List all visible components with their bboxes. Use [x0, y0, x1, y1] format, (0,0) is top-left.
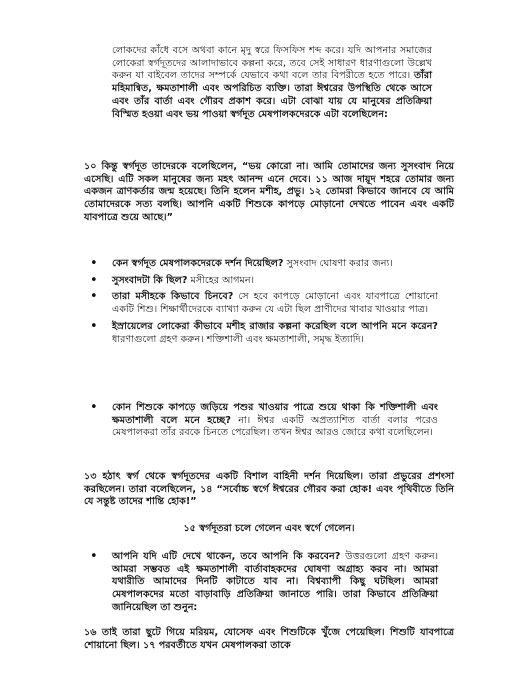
question-list-3: [86, 551, 438, 619]
question-list-1: [86, 258, 438, 350]
intro-text: লোকদের কাঁধে বসে অথবা কানে মৃদু স্বরে ফিসফিস শব্দ করে। যদি আপনার সমাজের লোকেরা স্বর্গদূতদের আলাদাভাবে কল্পনা করে, তবে সেই সাধারণ ধারণাগুলো উল্লেখ করুন যা বাইবেল তাদের সম্পর্কে যেভাবে কথা বলে তার বিপরীতে হতে পারে।: [112, 45, 432, 82]
list-item: • আপনি যদি এটি দেখে থাকেন, তবে আপনি কি করবেন? উত্তরগুলো গ্রহণ করুন। আমরা সম্ভবত এই ক্ষমতাশালী বার্তাবাহকদের ঘোষণা অগ্রাহ্য করব না। আমরা যথারীতি আমাদের দিনটি কাটাতে যাব না। বিশ্বব্যাপী কিছু ঘটছিল। আমরা মেষপালকদের মতো বাড়াবাড়ি প্রতিক্রিয়া জানাতে পারি। তারা কিভাবে প্রতিক্রিয়া জানিয়েছিল তা শুনুন:: [86, 551, 438, 615]
scripture-luke-2-13-14: ১৩ হঠাৎ স্বর্গ থেকে স্বর্গদূতদের একটি বিশাল বাহিনী দর্শন দিয়েছিল। তারা প্রভুরের প্রশংসা করছিলেন। তারা বলেছিলেন, ১৪ “সর্বোচ্চ স্বর্গে ঈশ্বরের গৌরব করা হোক! এবং পৃথিবীতে তিনি যে সন্তুষ্ট তাদের শান্তি হোক!”: [84, 471, 454, 508]
intro-bold-text: তাঁরা মহিমান্বিত, ক্ষমতাশালী এবং অপরিচিত ব্যক্তি। তারা ঈশ্বরের উপস্থিতি থেকে আসে এবং তাঁর বার্তা এবং গৌরব প্রকাশ করে। এটা বোঝা যায় যে মানুষের প্রতিক্রিয়া বিস্মিত হওয়া এবং ভয় পাওয়া স্বর্গদূত মেষপালকদেরকে এটা বলেছিলেন:: [112, 70, 432, 120]
intro-paragraph: [112, 45, 432, 121]
scripture-luke-2-15: ১৫ স্বর্গদূতরা চলে গেলেন এবং স্বর্গে গেলেন।: [183, 523, 355, 534]
list-item: • তারা মসীহকে কিভাবে চিনবে? সে হবে কাপড়ে মোড়ানো এবং যাবপাত্রে শোয়ানো একটি শিশু। শিক্ষার্থীদেরকে ব্যাখ্যা করুন যে এটা ছিল প্রাণীদের খাবার খাওয়ার পাত্র।: [86, 291, 438, 316]
scripture-luke-2-10-12: ১০ কিন্তু স্বর্গদূত তাদেরকে বলেছিলেন, “ভয় কোরো না। আমি তোমাদের জন্য সুসংবাদ নিয়ে এসেছি। এটি সকল মানুষের জন্য মহৎ আনন্দ এনে দেবে। ১১ আজ দায়ূদ শহরে তোমার জন্য একজন ত্রাণকর্তার জন্ম হয়েছে। তিনি হলেন মশীহ, প্রভু। ১২ তোমরা কিভাবে জানবে যে আমি তোমাদেরকে সত্য বলছি। আপনি একটি শিশুকে কাপড়ে মোড়ানো দেখতে পাবেন এবং একটি যাবপাত্রে শুয়ে আছে।”: [84, 161, 454, 223]
list-item: • সুসংবাদটা কি ছিল? মসীহের আগমন।: [86, 275, 438, 288]
list-item: • কেন স্বর্গদূত মেষপালকদেরকে দর্শন দিয়েছিল? সুসংবাদ ঘোষণা করার জন্য।: [86, 258, 438, 271]
scripture-luke-2-16-17: ১৬ তাই তারা ছুটে গিয়ে মরিয়ম, যোসেফ এবং শিশুটিকে খুঁজে পেয়েছিল। শিশুটি যাবপাত্রে শোয়ানো ছিল। ১৭ পরবর্তীতে যখন মেষপালকরা তাকে: [84, 627, 454, 651]
list-item: • ইস্রায়েলের লোকেরা কীভাবে মশীহ রাজার কল্পনা করেছিল বলে আপনি মনে করেন? ধারণাগুলো গ্রহণ করুন। শক্তিশালী এবং ক্ষমতাশালী, সমৃদ্ধ ইত্যাদি।: [86, 321, 438, 346]
question-list-2: [86, 402, 438, 444]
list-item: • কোন শিশুকে কাপড়ে জড়িয়ে পশুর খাওয়ার পাত্রে শুয়ে থাকা কি শক্তিশালী এবং ক্ষমতাশালী বলে মনে হচ্ছে? না। ঈশ্বর একটি অপ্রত্যাশিত বার্তা বলার পরেও মেষপালকরা তাঁর রবকে চিনতে পেরেছিল। তখন ঈশ্বর আরও জোরে কথা বলেছিলেন।: [86, 402, 438, 440]
